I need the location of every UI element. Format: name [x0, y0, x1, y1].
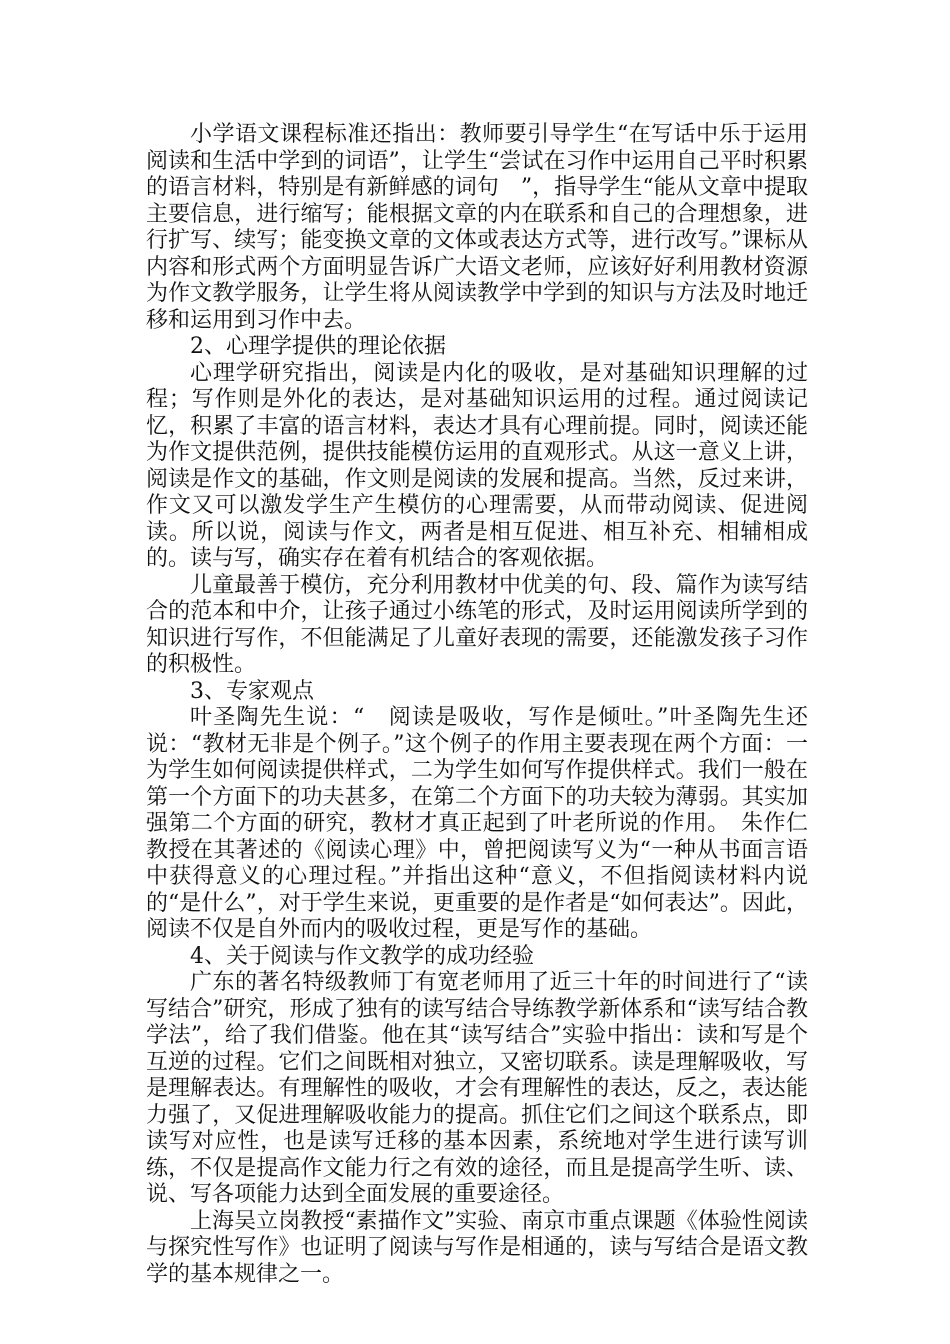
paragraph-psychology-research: 心理学研究指出，阅读是内化的吸收，是对基础知识理解的过程；写作则是外化的表达，是对基础知识运用的过程。通过阅读记忆，积累了丰富的语言材料，表达才具有心理前提。同时，阅读还能为作文提供范例，提供技能模仿运用的直观形式。从这一意义上讲，阅读是作文的基础，作文则是阅读的发展和提高。当然，反过来讲，作文又可以激发学生产生模仿的心理需要，从而带动阅读、促进阅读。所以说，阅读与作文，两者是相互促进、相互补充、相辅相成的。读与写，确实存在着有机结合的客观依据。: [146, 360, 808, 571]
document-body: [146, 122, 808, 1288]
paragraph-shanghai-nanjing: 上海吴立岗教授“素描作文”实验、南京市重点课题《体验性阅读与探究性写作》也证明了阅读与写作是相通的，读与写结合是语文教学的基本规律之一。: [146, 1208, 808, 1287]
paragraph-curriculum-standard: 小学语文课程标准还指出：教师要引导学生“在写话中乐于运用阅读和生活中学到的词语”，让学生“尝试在习作中运用自己平时积累的语言材料，特别是有新鲜感的词句 ”，指导学生“能从文章中提取主要信息，进行缩写；能根据文章的内在联系和自己的合理想象，进行扩写、续写；能变换文章的文体或表达方式等，进行改写。”课标从内容和形式两个方面明显告诉广大语文老师，应该好好利用教材资源为作文教学服务，让学生将从阅读教学中学到的知识与方法及时地迁移和运用到习作中去。: [146, 122, 808, 333]
heading-expert-views: 3、专家观点: [190, 678, 314, 704]
paragraph-ding-youkuan: 广东的著名特级教师丁有宽老师用了近三十年的时间进行了“读写结合”研究，形成了独有的读写结合导练教学新体系和“读写结合教学法”，给了我们借鉴。他在其“读写结合”实验中指出：读和写是个互逆的过程。它们之间既相对独立，又密切联系。读是理解吸收，写是理解表达。有理解性的吸收，才会有理解性的表达，反之，表达能力强了，又促进理解吸收能力的提高。抓住它们之间这个联系点，即读写对应性，也是读写迁移的基本因素，系统地对学生进行读写训练，不仅是提高作文能力行之有效的途径，而且是提高学生听、读、说、写各项能力达到全面发展的重要途径。: [146, 970, 808, 1207]
heading-psychology-basis: 2、心理学提供的理论依据: [190, 334, 446, 359]
heading-successful-experience: 4、关于阅读与作文教学的成功经验: [190, 943, 534, 969]
paragraph-children-imitation: 儿童最善于模仿，充分利用教材中优美的句、段、篇作为读写结合的范本和中介，让孩子通过小练笔的形式，及时运用阅读所学到的知识进行写作，不但能满足了儿童好表现的需要，还能激发孩子习作的积极性。: [146, 572, 808, 677]
paragraph-ye-shengtao: 叶圣陶先生说：“ 阅读是吸收，写作是倾吐。”叶圣陶先生还说：“教材无非是个例子。”这个例子的作用主要表现在两个方面：一为学生如何阅读提供样式，二为学生如何写作提供样式。我们一般在第一个方面下的功夫甚多，在第二个方面下的功夫较为薄弱。其实加强第二个方面的研究，教材才真正起到了叶老所说的作用。 朱作仁教授在其著述的《阅读心理》中，曾把阅读写义为“一种从书面言语中获得意义的心理过程。”并指出这种“意义，不但指阅读材料内说的“是什么”，对于学生来说，更重要的是作者是“如何表达”。因此，阅读不仅是自外而内的吸收过程，更是写作的基础。: [146, 705, 808, 942]
